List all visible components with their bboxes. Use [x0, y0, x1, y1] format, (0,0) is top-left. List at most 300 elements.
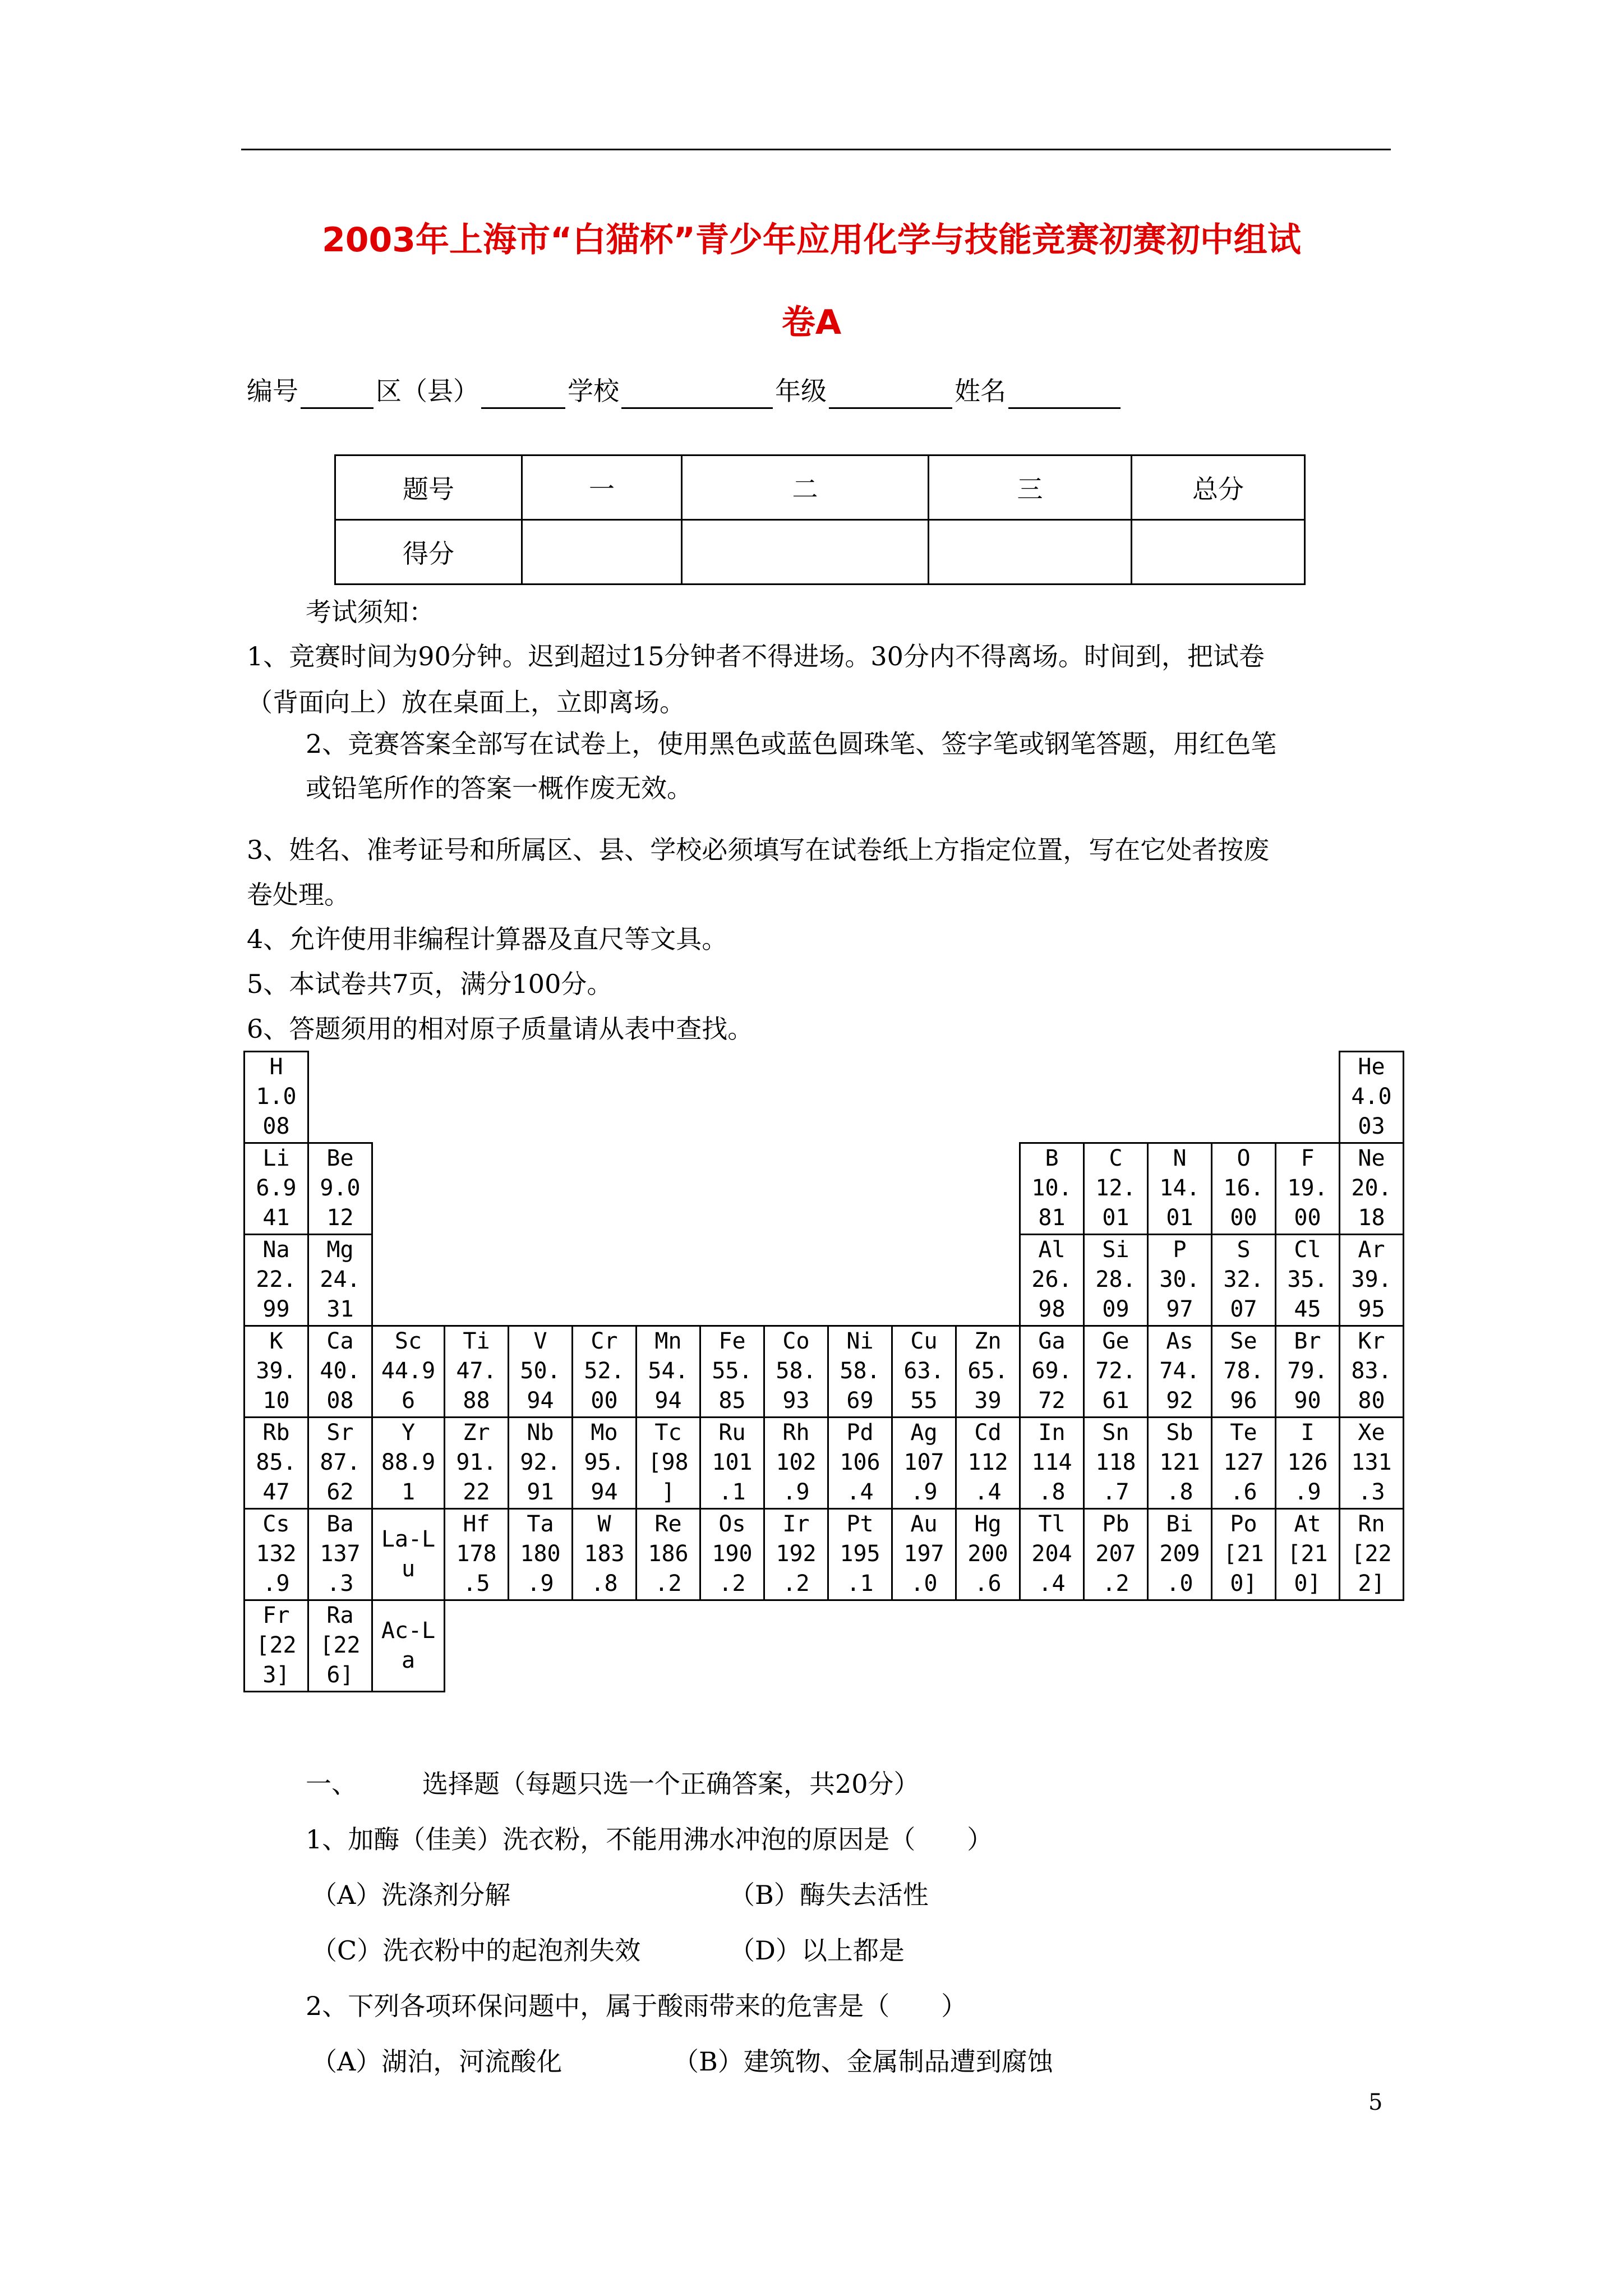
score-header-row	[335, 455, 1305, 520]
element-cell	[1276, 1418, 1340, 1509]
element-symbol: O	[1237, 1145, 1251, 1171]
element-cell	[764, 1509, 828, 1600]
element-cell	[308, 1509, 372, 1600]
element-cell	[573, 1418, 637, 1509]
element-cell	[1340, 1418, 1404, 1509]
element-mass: .6	[974, 1571, 1002, 1596]
element-mass: 00	[1230, 1205, 1257, 1231]
element-mass: .2	[1102, 1571, 1129, 1596]
element-symbol: Mo	[591, 1420, 618, 1446]
element-mass: 10	[262, 1388, 290, 1414]
element-cell	[1276, 1326, 1340, 1418]
element-mass: 55	[910, 1388, 938, 1414]
candidate-info-line	[247, 373, 1123, 409]
element-symbol: Cl	[1294, 1237, 1321, 1263]
score-header-cell: 二	[682, 455, 929, 520]
element-mass: 47	[262, 1479, 290, 1505]
element-symbol: Zr	[463, 1420, 490, 1446]
element-mass: a	[401, 1648, 416, 1673]
periodic-row	[245, 1143, 1404, 1235]
element-mass: .9	[527, 1571, 554, 1596]
element-symbol: Cr	[591, 1328, 618, 1354]
element-symbol: Cu	[910, 1328, 938, 1354]
element-mass: 132	[256, 1541, 297, 1567]
element-symbol: Zn	[974, 1328, 1002, 1354]
element-mass: .0	[1166, 1571, 1193, 1596]
element-mass: .7	[1102, 1479, 1129, 1505]
note-line: 4、允许使用非编程计算器及直尺等文具。	[247, 924, 728, 954]
element-cell	[764, 1418, 828, 1509]
element-mass: .4	[846, 1479, 874, 1505]
element-cell	[445, 1326, 509, 1418]
element-symbol: Ti	[463, 1328, 490, 1354]
exam-title-line1: 2003年上海市“白猫杯”青少年应用化学与技能竞赛初赛初中组试	[322, 220, 1301, 260]
element-cell	[245, 1509, 308, 1600]
element-mass: 61	[1102, 1388, 1129, 1414]
element-symbol: Os	[718, 1511, 746, 1537]
periodic-row	[245, 1418, 1404, 1509]
element-cell	[1020, 1418, 1084, 1509]
element-symbol: Fe	[718, 1328, 746, 1354]
element-cell	[1020, 1326, 1084, 1418]
element-mass: 24.	[320, 1267, 361, 1292]
element-cell	[1020, 1143, 1084, 1235]
element-mass: 14.	[1159, 1175, 1200, 1201]
element-symbol: Hg	[974, 1511, 1002, 1537]
element-cell	[637, 1509, 700, 1600]
element-mass: 121	[1159, 1450, 1200, 1475]
element-mass: 126	[1287, 1450, 1328, 1475]
score-row-label: 得分	[335, 520, 522, 585]
periodic-row	[245, 1509, 1404, 1600]
element-mass: 32.	[1223, 1267, 1264, 1292]
element-cell	[1084, 1418, 1148, 1509]
element-mass: 0]	[1230, 1571, 1257, 1596]
element-symbol: Xe	[1358, 1420, 1385, 1446]
element-cell	[245, 1418, 308, 1509]
element-cell	[1340, 1235, 1404, 1326]
element-symbol: N	[1173, 1145, 1187, 1171]
score-cell[interactable]	[682, 520, 929, 585]
element-mass: 83.	[1351, 1358, 1392, 1384]
note-line: 6、答题须用的相对原子质量请从表中查找。	[247, 1014, 754, 1044]
element-mass: 102	[776, 1450, 817, 1475]
element-cell	[509, 1418, 573, 1509]
element-mass: 44.9	[381, 1358, 436, 1384]
periodic-row	[245, 1235, 1404, 1326]
element-mass: 107	[903, 1450, 944, 1475]
element-mass: 08	[262, 1114, 290, 1139]
element-symbol: Y	[401, 1420, 416, 1446]
element-cell	[308, 1143, 372, 1235]
element-mass: 95.	[584, 1450, 625, 1475]
element-symbol: Al	[1038, 1237, 1066, 1263]
element-mass: 09	[1102, 1296, 1129, 1322]
element-mass: .4	[974, 1479, 1002, 1505]
element-mass: 00	[1294, 1205, 1321, 1231]
element-mass: 1	[401, 1479, 416, 1505]
element-symbol: Co	[782, 1328, 810, 1354]
element-symbol: Rb	[262, 1420, 290, 1446]
score-header-cell: 题号	[335, 455, 522, 520]
element-mass: 31	[326, 1296, 354, 1322]
element-symbol: As	[1166, 1328, 1193, 1354]
element-mass: 65.	[967, 1358, 1008, 1384]
element-cell	[245, 1600, 308, 1692]
element-mass: 92.	[520, 1450, 561, 1475]
element-symbol: Bi	[1166, 1511, 1193, 1537]
q1-option-a: （A）洗涤剂分解	[311, 1880, 511, 1910]
element-mass: 197	[903, 1541, 944, 1567]
element-mass: 183	[584, 1541, 625, 1567]
element-cell	[372, 1509, 445, 1600]
element-cell	[1276, 1509, 1340, 1600]
element-symbol: Sb	[1166, 1420, 1193, 1446]
q1-option-b: （B）酶失去活性	[729, 1880, 929, 1910]
element-cell	[828, 1326, 892, 1418]
label-grade: 年级	[775, 376, 827, 406]
element-symbol: Ni	[846, 1328, 874, 1354]
question-2: 2、下列各项环保问题中，属于酸雨带来的危害是（ ）	[306, 1991, 967, 2021]
score-cell[interactable]	[929, 520, 1132, 585]
element-cell	[1148, 1143, 1212, 1235]
element-symbol: Cs	[262, 1511, 290, 1537]
element-cell	[245, 1326, 308, 1418]
element-mass: 30.	[1159, 1267, 1200, 1292]
element-mass: 62	[326, 1479, 354, 1505]
element-mass: .8	[1038, 1479, 1066, 1505]
element-mass: 16.	[1223, 1175, 1264, 1201]
element-cell	[1340, 1509, 1404, 1600]
school-blank[interactable]	[621, 378, 773, 409]
element-cell	[1148, 1235, 1212, 1326]
element-symbol: Ag	[910, 1420, 938, 1446]
element-mass: 55.	[712, 1358, 753, 1384]
element-mass: 00	[591, 1388, 618, 1414]
element-mass: ]	[661, 1479, 675, 1505]
element-cell	[308, 1600, 372, 1692]
element-mass: 190	[712, 1541, 753, 1567]
element-cell	[828, 1509, 892, 1600]
element-cell	[1084, 1326, 1148, 1418]
element-mass: 6	[401, 1388, 416, 1414]
element-mass: 01	[1102, 1205, 1129, 1231]
note-line: 5、本试卷共7页，满分100分。	[247, 969, 613, 999]
element-cell	[892, 1509, 956, 1600]
element-symbol: Sn	[1102, 1420, 1129, 1446]
element-mass: .1	[718, 1479, 746, 1505]
element-symbol: Mg	[326, 1237, 354, 1263]
q1-option-c: （C）洗衣粉中的起泡剂失效	[311, 1935, 641, 1966]
element-mass: .9	[910, 1479, 938, 1505]
note-line: （背面向上）放在桌面上，立即离场。	[247, 687, 685, 717]
exam-title-line2: 卷A	[781, 303, 842, 342]
score-cell[interactable]	[1132, 520, 1305, 585]
element-cell	[700, 1509, 764, 1600]
element-cell	[1020, 1509, 1084, 1600]
score-cell[interactable]	[522, 520, 682, 585]
grade-blank[interactable]	[829, 378, 952, 409]
element-mass: .8	[591, 1571, 618, 1596]
note-line: 或铅笔所作的答案一概作废无效。	[306, 773, 693, 803]
element-mass: .9	[782, 1479, 810, 1505]
element-cell	[956, 1326, 1020, 1418]
element-mass: 81	[1038, 1205, 1066, 1231]
element-cell	[1276, 1235, 1340, 1326]
element-cell	[1084, 1143, 1148, 1235]
element-mass: 10.	[1031, 1175, 1072, 1201]
element-mass: 192	[776, 1541, 817, 1567]
element-cell	[1212, 1326, 1276, 1418]
label-school: 学校	[568, 376, 619, 406]
element-cell	[245, 1235, 308, 1326]
element-mass: .0	[910, 1571, 938, 1596]
element-symbol: Ac-L	[381, 1618, 436, 1644]
element-mass: 94	[654, 1388, 682, 1414]
element-mass: 112	[967, 1450, 1008, 1475]
element-mass: 58.	[776, 1358, 817, 1384]
element-cell	[308, 1326, 372, 1418]
element-mass: 19.	[1287, 1175, 1328, 1201]
element-mass: 94	[527, 1388, 554, 1414]
element-cell	[892, 1418, 956, 1509]
element-mass: 12.	[1095, 1175, 1136, 1201]
element-symbol: Kr	[1358, 1328, 1385, 1354]
element-mass: 127	[1223, 1450, 1264, 1475]
element-symbol: Fr	[262, 1603, 290, 1628]
element-symbol: I	[1301, 1420, 1315, 1446]
element-mass: 26.	[1031, 1267, 1072, 1292]
element-mass: 63.	[903, 1358, 944, 1384]
element-mass: 22	[463, 1479, 490, 1505]
element-mass: 90	[1294, 1388, 1321, 1414]
element-symbol: Mn	[654, 1328, 682, 1354]
element-mass: 85	[718, 1388, 746, 1414]
page-number: 5	[1368, 2090, 1383, 2115]
element-mass: 72.	[1095, 1358, 1136, 1384]
element-cell	[892, 1326, 956, 1418]
element-symbol: Ra	[326, 1603, 354, 1628]
element-mass: .3	[326, 1571, 354, 1596]
element-mass: .2	[718, 1571, 746, 1596]
element-symbol: Si	[1102, 1237, 1129, 1263]
element-mass: 18	[1358, 1205, 1385, 1231]
element-mass: 97	[1166, 1296, 1193, 1322]
element-mass: 99	[262, 1296, 290, 1322]
element-mass: 72	[1038, 1388, 1066, 1414]
element-mass: 88	[463, 1388, 490, 1414]
score-table	[334, 454, 1306, 585]
q1-option-d: （D）以上都是	[729, 1935, 905, 1966]
q2-option-a: （A）湖泊，河流酸化	[311, 2046, 562, 2077]
element-mass: 101	[712, 1450, 753, 1475]
note-line: 卷处理。	[247, 880, 350, 910]
element-mass: 94	[591, 1479, 618, 1505]
element-cell	[509, 1326, 573, 1418]
element-mass: .5	[463, 1571, 490, 1596]
element-cell	[764, 1326, 828, 1418]
number-blank[interactable]	[301, 378, 374, 409]
element-mass: 209	[1159, 1541, 1200, 1567]
element-mass: 50.	[520, 1358, 561, 1384]
element-symbol: Ru	[718, 1420, 746, 1446]
element-mass: 1.0	[256, 1084, 297, 1110]
element-cell	[372, 1600, 445, 1692]
element-symbol: Be	[326, 1145, 354, 1171]
element-mass: 07	[1230, 1296, 1257, 1322]
element-mass: [22	[1351, 1541, 1392, 1567]
element-symbol: Po	[1230, 1511, 1257, 1537]
element-cell	[1212, 1235, 1276, 1326]
element-mass: 12	[326, 1205, 354, 1231]
element-mass: 91.	[456, 1450, 497, 1475]
element-mass: 22.	[256, 1267, 297, 1292]
element-mass: 01	[1166, 1205, 1193, 1231]
element-mass: [21	[1223, 1541, 1264, 1567]
element-cell	[1340, 1052, 1404, 1143]
element-symbol: He	[1358, 1054, 1385, 1080]
periodic-row	[245, 1600, 1404, 1692]
element-cell	[1212, 1509, 1276, 1600]
element-symbol: K	[269, 1328, 283, 1354]
element-symbol: Nb	[527, 1420, 554, 1446]
element-cell	[445, 1509, 509, 1600]
element-symbol: Ga	[1038, 1328, 1066, 1354]
element-cell	[245, 1052, 308, 1143]
element-symbol: C	[1109, 1145, 1123, 1171]
score-row	[335, 520, 1305, 585]
element-mass: [22	[320, 1632, 361, 1658]
element-symbol: W	[597, 1511, 611, 1537]
periodic-table	[243, 1051, 1404, 1692]
element-mass: 195	[840, 1541, 880, 1567]
element-mass: 47.	[456, 1358, 497, 1384]
element-symbol: S	[1237, 1237, 1251, 1263]
element-symbol: V	[533, 1328, 547, 1354]
element-mass: 178	[456, 1541, 497, 1567]
element-symbol: At	[1294, 1511, 1321, 1537]
label-district: 区（县）	[376, 376, 479, 406]
section-number: 一、	[306, 1769, 357, 1799]
element-symbol: Ir	[782, 1511, 810, 1537]
element-mass: 39.	[1351, 1267, 1392, 1292]
element-cell	[1276, 1143, 1340, 1235]
element-mass: .6	[1230, 1479, 1257, 1505]
element-symbol: Rn	[1358, 1511, 1385, 1537]
score-header-cell: 三	[929, 455, 1132, 520]
element-symbol: Ar	[1358, 1237, 1385, 1263]
element-mass: 74.	[1159, 1358, 1200, 1384]
table-gap	[445, 1600, 1404, 1692]
element-symbol: Cd	[974, 1420, 1002, 1446]
element-mass: .4	[1038, 1571, 1066, 1596]
table-gap	[372, 1235, 1020, 1326]
section-title: 选择题（每题只选一个正确答案，共20分）	[422, 1769, 920, 1799]
label-name: 姓名	[955, 376, 1006, 406]
element-cell	[1340, 1143, 1404, 1235]
element-cell	[573, 1509, 637, 1600]
element-mass: 80	[1358, 1388, 1385, 1414]
q2-option-b: （B）建筑物、金属制品遭到腐蚀	[673, 2046, 1053, 2077]
element-symbol: Ne	[1358, 1145, 1385, 1171]
element-cell	[700, 1418, 764, 1509]
element-cell	[1084, 1509, 1148, 1600]
element-symbol: La-L	[381, 1526, 436, 1552]
element-mass: 08	[326, 1388, 354, 1414]
score-header-cell: 一	[522, 455, 682, 520]
element-cell	[1212, 1418, 1276, 1509]
element-mass: .8	[1166, 1479, 1193, 1505]
element-symbol: F	[1301, 1145, 1315, 1171]
element-mass: 45	[1294, 1296, 1321, 1322]
note-line: 3、姓名、准考证号和所属区、县、学校必须填写在试卷纸上方指定位置，写在它处者按废	[247, 835, 1270, 865]
element-mass: 200	[967, 1541, 1008, 1567]
periodic-row	[245, 1052, 1404, 1143]
element-symbol: Rh	[782, 1420, 810, 1446]
element-mass: 93	[782, 1388, 810, 1414]
element-mass: 0]	[1294, 1571, 1321, 1596]
element-mass: 3]	[262, 1662, 290, 1688]
element-mass: 69.	[1031, 1358, 1072, 1384]
element-cell	[1020, 1235, 1084, 1326]
element-symbol: Br	[1294, 1328, 1321, 1354]
element-symbol: Ta	[527, 1511, 554, 1537]
element-mass: 91	[527, 1479, 554, 1505]
element-symbol: Tc	[654, 1420, 682, 1446]
element-mass: 85.	[256, 1450, 297, 1475]
district-blank[interactable]	[481, 378, 565, 409]
element-mass: 96	[1230, 1388, 1257, 1414]
element-symbol: Sr	[326, 1420, 354, 1446]
element-cell	[637, 1418, 700, 1509]
element-cell	[372, 1418, 445, 1509]
element-symbol: Pd	[846, 1420, 874, 1446]
element-cell	[308, 1418, 372, 1509]
label-number: 编号	[247, 376, 298, 406]
element-symbol: Tl	[1038, 1511, 1066, 1537]
element-symbol: Li	[262, 1145, 290, 1171]
element-cell	[1084, 1235, 1148, 1326]
element-mass: 78.	[1223, 1358, 1264, 1384]
element-symbol: Te	[1230, 1420, 1257, 1446]
element-mass: 98	[1038, 1296, 1066, 1322]
element-symbol: Ca	[326, 1328, 354, 1354]
name-blank[interactable]	[1008, 378, 1121, 409]
element-cell	[445, 1418, 509, 1509]
periodic-row	[245, 1326, 1404, 1418]
element-cell	[1148, 1418, 1212, 1509]
element-mass: 2]	[1358, 1571, 1385, 1596]
element-mass: 41	[262, 1205, 290, 1231]
element-symbol: B	[1045, 1145, 1059, 1171]
element-mass: 6]	[326, 1662, 354, 1688]
element-mass: 03	[1358, 1114, 1385, 1139]
element-mass: 114	[1031, 1450, 1072, 1475]
element-cell	[956, 1418, 1020, 1509]
note-line: 1、竞赛时间为90分钟。迟到超过15分钟者不得进场。30分内不得离场。时间到，把试卷	[247, 641, 1265, 671]
element-mass: .3	[1358, 1479, 1385, 1505]
element-cell	[1148, 1509, 1212, 1600]
element-symbol: Se	[1230, 1328, 1257, 1354]
element-mass: 207	[1095, 1541, 1136, 1567]
score-header-cell: 总分	[1132, 455, 1305, 520]
element-cell	[1212, 1143, 1276, 1235]
element-mass: 180	[520, 1541, 561, 1567]
element-mass: 131	[1351, 1450, 1392, 1475]
element-mass: 35.	[1287, 1267, 1328, 1292]
element-mass: 87.	[320, 1450, 361, 1475]
element-symbol: Hf	[463, 1511, 490, 1537]
